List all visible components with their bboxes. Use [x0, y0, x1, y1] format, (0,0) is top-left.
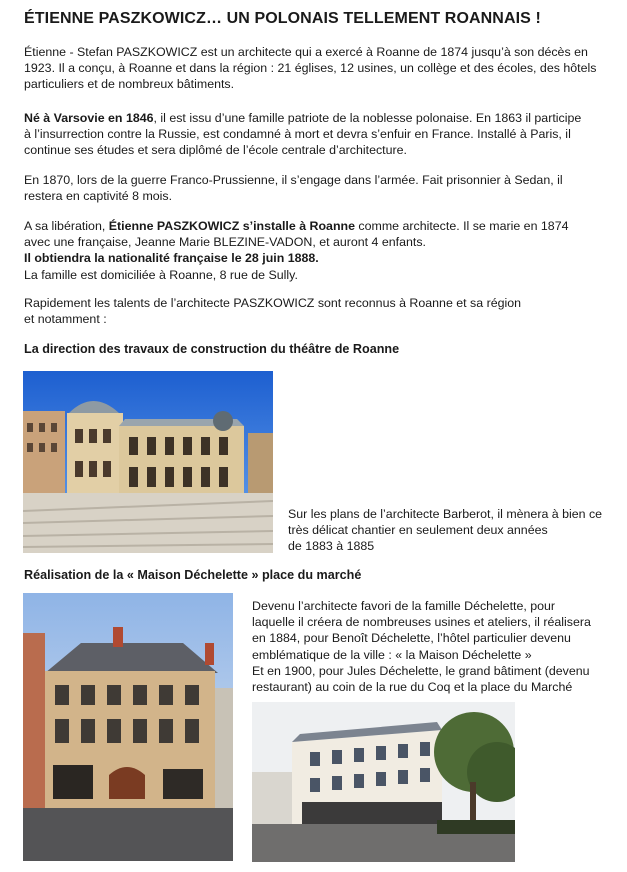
intro-line: 1923. Il a conçu, à Roanne et dans la région : 21 églises, 12 usines, un collège et des écoles, des hôtels	[24, 61, 597, 76]
liberation-highlight: Étienne PASZKOWICZ s’installe à Roanne	[108, 219, 355, 233]
theatre-illustration	[23, 371, 273, 553]
dechelette-text	[252, 598, 622, 695]
talents-line: et notamment :	[24, 312, 107, 327]
theatre-photo	[23, 371, 273, 553]
caption-line: de 1883 à 1885	[288, 539, 375, 554]
page-title: ÉTIENNE PASZKOWICZ… UN POLONAIS TELLEMENT ROANNAIS !	[24, 10, 541, 27]
maison-dechelette-photo	[23, 593, 233, 861]
theatre-caption	[288, 506, 618, 555]
section-heading-theatre: La direction des travaux de construction du théâtre de Roanne	[24, 342, 400, 356]
dechelette-line: Et en 1900, pour Jules Déchelette, le grand bâtiment (devenu	[252, 663, 590, 678]
liberation-line: avec une française, Jeanne Marie BLEZINE-VADON, et auront 4 enfants.	[24, 235, 426, 250]
birth-highlight: Né à Varsovie en 1846	[24, 111, 154, 125]
birth-line: à l’insurrection contre la Russie, est condamné à mort et devra s’enfuir en France. Installé à Paris, il	[24, 127, 571, 142]
caption-line: très délicat chantier en seulement deux années	[288, 523, 548, 538]
liberation-paragraph: A sa libération, Étienne PASZKOWICZ s’installe à Roanne comme architecte. Il se marie en 1874 avec une française, Jeanne Marie BLEZINE-VADON, et auront 4 enfants. Il obtiendra la nationalité française le 28 juin 1888. La famille est domiciliée à Roanne, 8 rue de Sully.	[24, 218, 614, 283]
dechelette-line: laquelle il créera de nombreuses usines et ateliers, il réalisera	[252, 615, 591, 630]
war-paragraph	[24, 172, 614, 204]
maison-illustration	[23, 593, 233, 861]
dechelette-line: Devenu l’architecte favori de la famille Déchelette, pour	[252, 599, 556, 613]
restaurant-building-photo	[252, 702, 515, 862]
dechelette-line: restaurant) au coin de la rue du Coq et la place du Marché	[252, 680, 573, 695]
restaurant-illustration	[252, 702, 515, 862]
liberation-line: La famille est domiciliée à Roanne, 8 rue de Sully.	[24, 267, 298, 282]
war-line: En 1870, lors de la guerre Franco-Prussienne, il s’engage dans l’armée. Fait prisonnier à Sedan, il	[24, 173, 563, 187]
caption-line: Sur les plans de l’architecte Barberot, il mènera à bien ce	[288, 507, 603, 521]
birth-line: continue ses études et sera diplômé de l’école centrale d’architecture.	[24, 143, 407, 158]
talents-line: Rapidement les talents de l’architecte PASZKOWICZ sont reconnus à Roanne et sa région	[24, 296, 522, 310]
dechelette-line: emblématique de la ville : « la Maison Déchelette »	[252, 647, 532, 662]
talents-paragraph	[24, 295, 614, 327]
birth-paragraph: Né à Varsovie en 1846, il est issu d’une famille patriote de la noblesse polonaise. En 1863 il participe à l’insurrection contre la Russie, est condamné à mort et devra s’enfuir en France. Installé à Paris, il continue ses études et sera diplômé de l’école centrale d’architecture.	[24, 110, 614, 159]
dechelette-line: en 1884, pour Benoît Déchelette, l’hôtel particulier devenu	[252, 631, 571, 646]
intro-line: particuliers et de nombreux bâtiments.	[24, 77, 235, 92]
intro-paragraph	[24, 44, 614, 93]
intro-line: Étienne - Stefan PASZKOWICZ est un architecte qui a exercé à Roanne de 1874 jusqu’à son décès en	[24, 45, 588, 59]
war-line: restera en captivité 8 mois.	[24, 189, 173, 204]
nationality-highlight: Il obtiendra la nationalité française le 28 juin 1888.	[24, 251, 319, 266]
section-heading-dechelette: Réalisation de la « Maison Déchelette » place du marché	[24, 568, 362, 582]
